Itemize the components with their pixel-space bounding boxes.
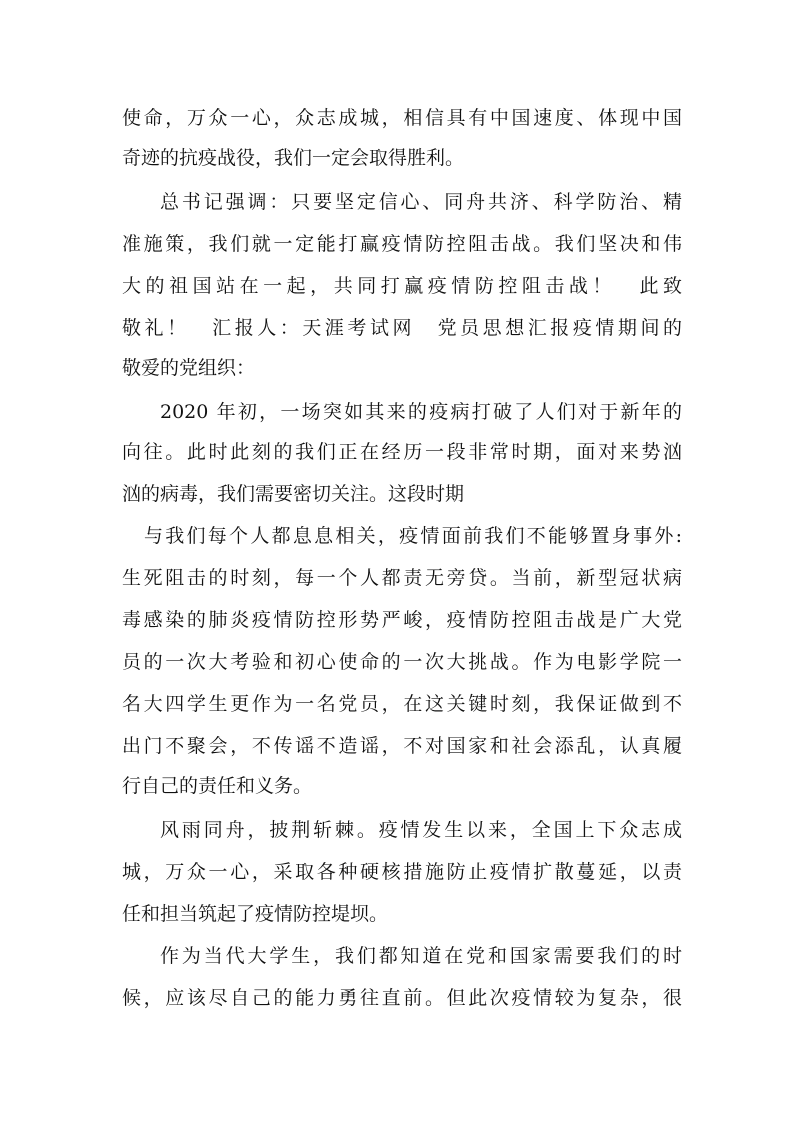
text-line: 2020 年初，一场突如其来的疫病打破了人们对于新年的: [160, 401, 682, 423]
text-line: 敬爱的党组织：: [122, 357, 256, 379]
text-line: 汹的病毒，我们需要密切关注。这段时期: [122, 483, 465, 505]
text-line: 总书记强调：只要坚定信心、同舟共济、科学防治、精: [160, 191, 682, 213]
text-line: 使命，万众一心，众志成城，相信具有中国速度、体现中国: [122, 107, 682, 129]
text-line: 员的一次大考验和初心使命的一次大挑战。作为电影学院一: [122, 651, 682, 673]
text-line: 大的祖国站在一起，共同打赢疫情防控阻击战！ 此致: [122, 275, 682, 297]
text-line: 候，应该尽自己的能力勇往直前。但此次疫情较为复杂，很: [122, 987, 682, 1009]
text-line: 风雨同舟，披荆斩棘。疫情发生以来，全国上下众志成: [160, 819, 682, 841]
text-line: 任和担当筑起了疫情防控堤坝。: [122, 903, 389, 925]
text-line: 出门不聚会，不传谣不造谣，不对国家和社会添乱，认真履: [122, 735, 682, 757]
text-line: 毒感染的肺炎疫情防控形势严峻，疫情防控阻击战是广大党: [122, 609, 682, 631]
text-line: 作为当代大学生，我们都知道在党和国家需要我们的时: [160, 945, 682, 967]
text-line: 敬礼！ 汇报人：天涯考试网 党员思想汇报疫情期间的: [122, 317, 682, 339]
text-line: 准施策，我们就一定能打赢疫情防控阻击战。我们坚决和伟: [122, 233, 682, 255]
text-line: 行自己的责任和义务。: [122, 775, 313, 797]
text-line: 向往。此时此刻的我们正在经历一段非常时期，面对来势汹: [122, 441, 682, 463]
text-line: 奇迹的抗疫战役，我们一定会取得胜利。: [122, 147, 465, 169]
text-line: 与我们每个人都息息相关，疫情面前我们不能够置身事外:: [144, 525, 682, 547]
text-line: 城，万众一心，采取各种硬核措施防止疫情扩散蔓延，以责: [122, 861, 682, 883]
text-line: 名大四学生更作为一名党员，在这关键时刻，我保证做到不: [122, 693, 682, 715]
text-line: 生死阻击的时刻，每一个人都责无旁贷。当前，新型冠状病: [122, 567, 682, 589]
